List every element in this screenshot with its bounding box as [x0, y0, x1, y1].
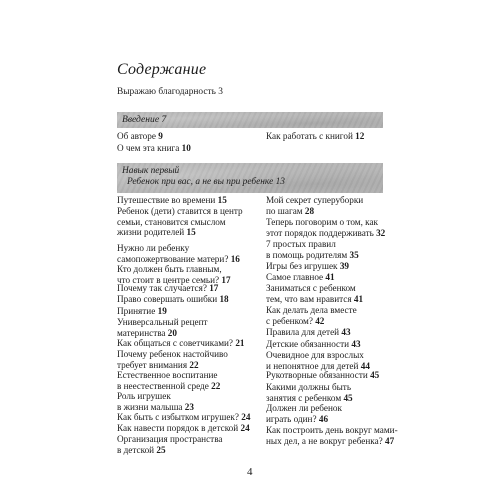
section-band-skill-one: [117, 163, 383, 193]
toc-entry-text: Самое главное: [266, 272, 326, 282]
toc-entry-line: [266, 272, 386, 283]
toc-entry-text: Почему ребенок настойчиво: [117, 349, 228, 359]
toc-entry-page: 20: [167, 327, 177, 338]
toc-entry-page: 45: [343, 392, 353, 403]
toc-entry-line: [117, 338, 259, 349]
toc-entry-page: 15: [186, 227, 196, 238]
toc-entry: [117, 349, 259, 370]
toc-entry-page: 9: [158, 131, 163, 141]
toc-entry: [117, 264, 259, 285]
toc-entry-text: Организация пространства: [117, 434, 223, 444]
toc-entry-page: 43: [341, 327, 351, 337]
toc-entry-page: 22: [189, 359, 199, 370]
toc-entry-page: 17: [209, 283, 219, 293]
toc-entry-line: [117, 306, 259, 317]
section-title-introduction: Введение 7: [122, 114, 167, 125]
toc-entry-text: что стоит в центре семьи?: [117, 274, 222, 285]
toc-entry-page: 16: [230, 253, 240, 264]
toc-entry: [117, 283, 259, 294]
toc-entry-page: 42: [315, 315, 325, 326]
section-title-skill-one: Навык первый: [122, 166, 180, 176]
toc-entry: [117, 423, 259, 434]
toc-entry-text: тем, что вам нравится: [266, 293, 354, 304]
toc-entry: [117, 195, 259, 206]
toc-entry-line: [266, 250, 386, 261]
page-number: 4: [247, 466, 253, 478]
toc-entry-text: по шагам: [266, 205, 305, 216]
toc-entry-page: 17: [221, 274, 231, 285]
toc-entry-text: Ребенок (дети) ставится в центр: [117, 206, 243, 216]
toc-entry-line: [117, 131, 259, 142]
toc-entry-line: [266, 316, 386, 327]
toc-entry-line: [266, 239, 386, 250]
toc-entry-page: 41: [353, 293, 364, 304]
toc-entry-text: Правила для детей: [266, 327, 342, 337]
toc-entry-line: [117, 195, 259, 206]
toc-entry-text: Очевидное для взрослых: [266, 350, 364, 360]
toc-entry: [117, 131, 259, 142]
toc-entry-text: 7 простых правил: [266, 239, 336, 249]
toc-entry-text: Какими должны быть: [266, 382, 352, 392]
toc-entry: [266, 339, 386, 350]
toc-entry-text: Как построить день вокруг мами-: [266, 425, 398, 435]
toc-entry-page: 21: [235, 338, 245, 348]
toc-entry-text: Как навести порядок в детской: [117, 423, 241, 433]
toc-entry: [117, 306, 259, 317]
toc-entry-line: [266, 339, 386, 350]
toc-entry-line: [117, 227, 259, 238]
toc-entry-line: [117, 412, 259, 423]
toc-entry-text: ных дел, а не вокруг ребенка?: [266, 435, 386, 446]
toc-entry-page: 45: [370, 370, 380, 380]
toc-entry-text: Кто должен быть главным,: [117, 264, 222, 274]
toc-entry-text: О чем эта книга: [117, 143, 182, 153]
toc-entry-line: [117, 264, 259, 275]
toc-entry: [117, 370, 259, 391]
toc-entry-line: [117, 360, 259, 371]
toc-entry-text: семьи, становится смыслом: [117, 216, 226, 227]
toc-entry: [117, 143, 259, 154]
toc-entry-line: [117, 434, 259, 445]
toc-entry-line: [266, 283, 386, 294]
toc-entry-line: [266, 261, 386, 272]
toc-entry-line: [266, 403, 386, 414]
toc-entry-page: 23: [184, 401, 194, 412]
toc-entry-text: Принятие: [117, 306, 158, 316]
toc-entry-text: Детские обязанности: [266, 339, 352, 349]
toc-entry-page: 19: [157, 306, 167, 316]
toc-entry-page: 10: [181, 143, 191, 153]
toc-entry-text: Нужно ли ребенку: [117, 243, 190, 253]
toc-entry: [117, 317, 259, 338]
toc-entry-line: [117, 391, 259, 402]
toc-entry-text: Мой секрет суперуборки: [266, 195, 364, 205]
toc-entry-text: Должен ли ребенок: [266, 403, 342, 413]
toc-entry-line: [266, 382, 386, 393]
toc-entry-page: 39: [339, 261, 349, 271]
toc-entry-line: [266, 327, 386, 338]
toc-entry-text: Универсальный рецепт: [117, 317, 208, 327]
toc-entry-text: Игры без игрушек: [266, 261, 340, 271]
toc-entry-line: [117, 254, 259, 265]
toc-entry-page: 18: [219, 294, 229, 304]
toc-entry-page: 12: [355, 131, 365, 141]
toc-entry: [266, 327, 386, 338]
toc-entry-text: Естественное воспитание: [117, 370, 218, 380]
toc-entry-line: [117, 243, 259, 254]
toc-entry-line: [266, 370, 386, 381]
toc-entry-text: Почему так случается?: [117, 283, 210, 293]
toc-entry-line: [117, 328, 259, 339]
toc-entry-line: [266, 131, 386, 142]
toc-entry-line: [117, 370, 259, 381]
toc-entry-page: 43: [351, 339, 361, 349]
toc-entry-line: [266, 414, 386, 425]
toc-entry-text: в неестественной среде: [117, 380, 212, 391]
toc-entry-text: в помощь родителям: [266, 249, 350, 260]
toc-entry-page: 24: [240, 423, 250, 433]
toc-entry-line: [117, 381, 259, 392]
toc-entry-page: 47: [385, 435, 395, 446]
toc-entry: [266, 272, 386, 283]
toc-entry-text: материнства: [117, 327, 168, 338]
toc-entry-page: 46: [318, 413, 329, 424]
page-title: Содержание: [117, 61, 207, 78]
toc-entry-text: Роль игрушек: [117, 391, 171, 401]
toc-entry-text: и непонятное для детей: [266, 360, 361, 371]
toc-entry-line: [117, 294, 259, 305]
toc-entry-page: 35: [349, 249, 359, 260]
toc-entry: [117, 243, 259, 264]
toc-entry-line: [117, 445, 259, 456]
toc-entry: [117, 206, 259, 238]
toc-entry-text: Как быть с избытком игрушек?: [117, 412, 242, 422]
toc-entry: [266, 425, 398, 446]
toc-entry-text: требует внимания: [117, 359, 190, 370]
toc-entry-line: [266, 435, 395, 447]
toc-entry: [266, 239, 386, 260]
toc-entry-text: занятия с ребенком: [266, 392, 344, 403]
toc-entry-acknowledgements: Выражаю благодарность 3: [117, 87, 223, 97]
toc-entry-line: [266, 228, 386, 239]
toc-entry: [266, 370, 386, 381]
toc-entry-line: [117, 143, 259, 154]
toc-entry-text: жизни родителей: [117, 227, 187, 238]
toc-entry: [266, 350, 386, 371]
toc-entry-text: с ребенком?: [266, 315, 316, 326]
toc-entry-page: 15: [217, 195, 227, 205]
toc-entry-text: Путешествие во времени: [117, 195, 218, 205]
toc-entry-line: [117, 217, 259, 228]
toc-entry-line: [266, 350, 386, 361]
toc-entry-text: Об авторе: [117, 131, 159, 141]
toc-entry-line: [117, 317, 259, 328]
toc-entry-line: [266, 294, 386, 305]
toc-entry-line: [117, 423, 259, 434]
toc-entry-text: в жизни малыша: [117, 401, 185, 412]
toc-entry-text: Как общаться с советчиками?: [117, 338, 236, 348]
section-band-introduction: [117, 112, 383, 128]
toc-entry-page: 28: [304, 205, 315, 216]
toc-entry: [266, 382, 386, 403]
toc-entry-line: [117, 283, 259, 294]
toc-entry-line: [117, 402, 259, 413]
toc-entry-page: 22: [211, 380, 221, 391]
toc-entry-line: [266, 206, 386, 217]
toc-entry-text: Рукотворные обязанности: [266, 370, 371, 380]
toc-entry-line: [266, 195, 386, 206]
toc-entry-page: 32: [376, 227, 386, 238]
toc-entry-line: [266, 217, 386, 228]
toc-entry-page: 41: [325, 272, 335, 282]
toc-entry: [266, 131, 386, 142]
toc-entry-line: [266, 393, 386, 404]
toc-entry-page: 24: [241, 412, 251, 422]
toc-entry-line: [117, 206, 259, 217]
toc-entry-line: [266, 425, 398, 436]
toc-entry-text: Как делать дела вместе: [266, 305, 357, 315]
toc-entry: [266, 195, 386, 216]
toc-entry: [117, 434, 259, 455]
toc-entry-text: Теперь поговорим о том, как: [266, 217, 379, 227]
toc-entry-text: Право совершать ошибки: [117, 294, 220, 304]
toc-entry: [266, 261, 386, 272]
toc-entry-text: Заниматься с ребенком: [266, 283, 356, 293]
toc-entry: [117, 391, 259, 412]
toc-entry-line: [117, 349, 259, 360]
toc-entry-text: играть один?: [266, 413, 319, 424]
toc-entry-text: этот порядок поддерживать: [266, 227, 377, 238]
toc-entry: [266, 217, 386, 238]
toc-entry: [117, 294, 259, 305]
toc-entry: [266, 283, 386, 304]
toc-entry: [117, 412, 259, 423]
toc-entry-page: 25: [156, 444, 166, 455]
toc-entry-page: 44: [360, 360, 370, 371]
toc-entry: [117, 338, 259, 349]
toc-entry: [266, 305, 386, 326]
toc-entry-text: самопожертвование матери?: [117, 253, 231, 264]
toc-entry-text: в детской: [117, 444, 157, 455]
toc-entry: [266, 403, 386, 424]
toc-entry-line: [266, 305, 386, 316]
toc-entry-text: Как работать с книгой: [266, 131, 356, 141]
section-subtitle-skill-one: Ребенок при вас, а не вы при ребенке 13: [127, 177, 285, 187]
